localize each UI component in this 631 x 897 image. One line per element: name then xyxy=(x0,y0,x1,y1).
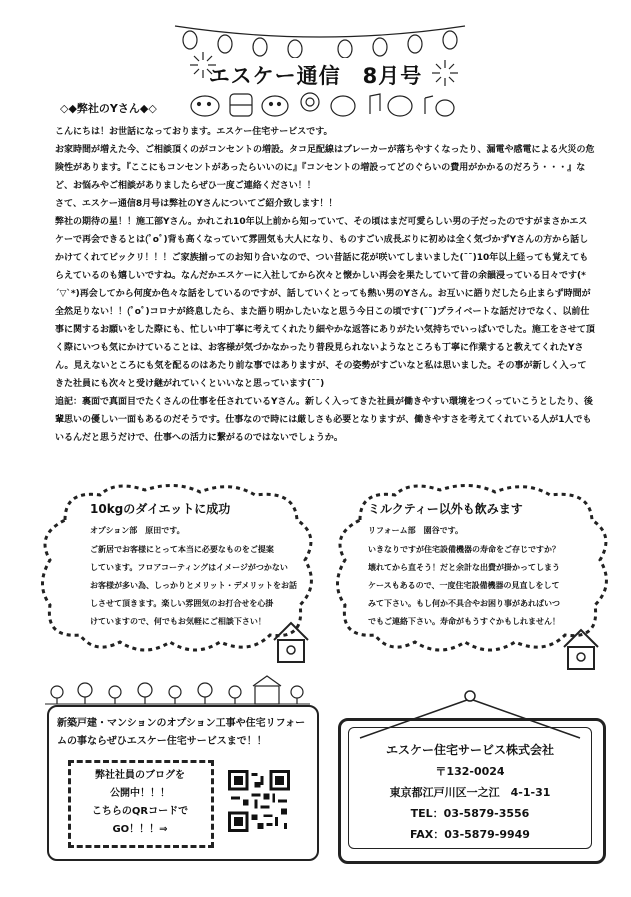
cloud-left-line: しさせて頂きます。楽しい雰囲気のお打合せを心掛 xyxy=(90,599,274,608)
company-postal: 〒132-0024 xyxy=(435,765,505,778)
blog-line: 公開中！！！ xyxy=(110,788,170,799)
company-name: エスケー住宅サービス株式会社 xyxy=(385,743,554,757)
blog-line: GO！！！⇒ xyxy=(112,824,168,835)
cloud-right-line: みて下さい。もし何か不具合やお困り事があればいつ xyxy=(368,599,560,608)
cloud-right-author: リフォーム部 園谷です。 xyxy=(368,526,463,535)
promo-text: 新築戸建・マンションのオプション工事や住宅リフォームの事ならぜひエスケー住宅サービスまで！！ xyxy=(57,718,306,747)
blog-line: 弊社社員のブログを xyxy=(95,770,185,781)
cloud-left-line: けていますので、何でもお気軽にご相談下さい！ xyxy=(90,617,266,626)
cloud-right-line: いきなりですが住宅設備機器の寿命をご存じですか？ xyxy=(368,545,560,554)
house-icon xyxy=(270,618,312,666)
cloud-right-body xyxy=(368,541,578,631)
cloud-left-line: ご新居でお客様にとって本当に必要なものをご提案 xyxy=(90,545,274,554)
company-tel[interactable]: TEL：03-5879-3556 xyxy=(410,807,530,820)
company-info xyxy=(350,740,590,845)
cloud-right-title: ミルクティー以外も飲みます xyxy=(368,502,523,516)
newsletter-title: エスケー通信 8月号 xyxy=(208,64,423,88)
blog-line: こちらのQRコードで xyxy=(91,806,189,817)
cloud-left-title: 10kgのダイエットに成功 xyxy=(90,502,231,516)
article-paragraph: さて、エスケー通信8月号は弊社のYさんについてご紹介致します！！ xyxy=(55,199,338,209)
cloud-left-line: お客様が多い為、しっかりとメリット・デメリットをお話 xyxy=(90,581,298,590)
house-icon xyxy=(560,625,602,673)
cloud-right-line: ケースもあるので、一度住宅設備機器の見直しをして xyxy=(368,581,560,590)
festival-illustration xyxy=(185,86,455,122)
article-body xyxy=(55,123,595,447)
cloud-left-line: しています。フロアコーティングはイメージがつかない xyxy=(90,563,288,572)
article-paragraph: こんにちは！お世話になっております。エスケー住宅サービスです。 xyxy=(55,127,333,137)
article-paragraph: 追記：裏面で真面目でたくさんの仕事を任されているYさん。新しく入ってきた社員が働きやすい環境をつくっていこうとしたり、後輩思いの優しい一面もあるのだそうです。仕事なので時には厳しさも必要となりますが、働きやすさを考えてくれている人が1人でもいるんだと思うだけで、仕事への活力に繋がるのではないでしょうか。 xyxy=(55,397,593,443)
cloud-right-line: でもご連絡下さい。寿命がもうすぐかもしれません！ xyxy=(368,617,560,626)
trees-decoration xyxy=(45,672,310,706)
article-paragraph: 弊社の期待の星！！施工部Yさん。かれこれ10年以上前から知っていて、その頃はまだ可愛らしい男の子だったのですがまさかエスケーで再会できるとは(ﾟoﾟ)背も高くなっていて雰囲気も大人になり、ものすごい成長ぶりに初めは全く気づかずYさんの方から話しかけてくれてビックリ！！！ご家族揃ってのお知り合いなので、つい昔話に花が咲いてしまいました(¯¯)10年以上経っても覚えてもらえているのも嬉しいですね。なんだかエスケーに入社してから次々と懐かしい再会を果たしていて昔の余韻浸っている日々です(*´▽`*)再会してから何度か色々な話をしているのですが、話していくとっても熱い男のYさん。お互いに語りだしたら止まらず時間が全然足りない！！(ﾟoﾟ)コロナが終息したら、また語り明かしたいなと思う今日この頃です(¯¯)プライベートな話だけでなく、以前仕事に関するお願いをした際にも、忙しい中丁寧に考えてくれたり細やかな返答にありがたい気持ちでいっぱいでした。施工をさせて頂く際にいつも気にかけていることは、お客様が気づかなかったり普段見られないようなところも丁寧に作業すると教えてくれたYさん。見えないところにも気を配るのはあたり前な事ではありますが、その姿勢がすごいなと私は思いました。その事が新しく入ってきた社員にも次々と受け継がれていくといいなと思っています(¯¯) xyxy=(55,217,595,389)
company-address: 東京都江戸川区一之江 4-1-31 xyxy=(389,786,551,799)
article-paragraph: お家時間が増えた今、ご相談頂くのがコンセントの増設。タコ足配線はブレーカーが落ちやすくなったり、漏電や感電による火災の危険性があります。『ここにもコンセントがあったらいいのに』『コンセントの増設ってどのぐらいの費用がかかるのだろう・・・』など、お悩みやご相談がありましたらぜひ一度ご連絡ください！！ xyxy=(55,145,595,191)
blog-callout-text xyxy=(72,767,208,839)
cloud-left-author: オプション部 原田です。 xyxy=(90,526,185,535)
qr-code[interactable] xyxy=(228,770,290,832)
cloud-left-body xyxy=(90,541,300,631)
company-fax: FAX：03-5879-9949 xyxy=(410,828,530,841)
cloud-right-line: 壊れてから直そう！だと余計な出費が掛かってしまう xyxy=(368,563,560,572)
section-heading: ◇◆弊社のYさん◆◇ xyxy=(60,102,157,115)
